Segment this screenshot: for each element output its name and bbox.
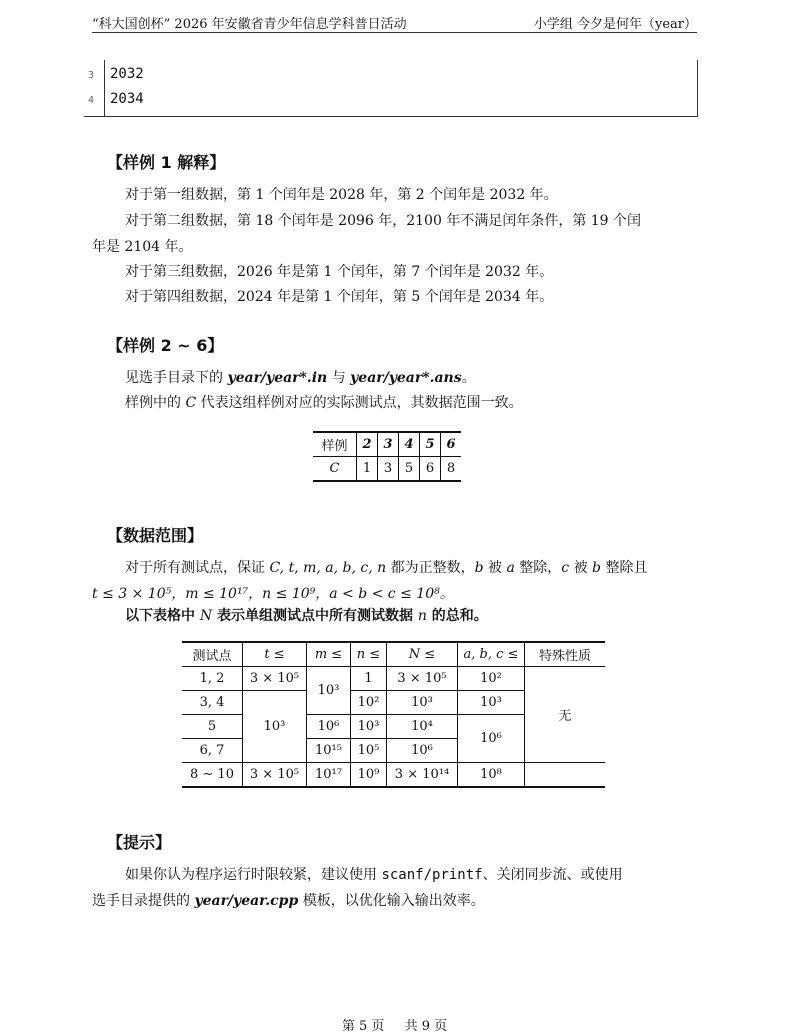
page-number: 第 5 页 xyxy=(341,1019,385,1034)
text: 选手目录提供的 xyxy=(92,893,195,909)
table-header-cell: m ≤ xyxy=(307,642,351,667)
table-row xyxy=(313,432,461,457)
paragraph: 对于第二组数据，第 18 个闰年是 2096 年，2100 年不满足闰年条件，第 19 个闰 xyxy=(125,213,642,229)
table-cell: 6 xyxy=(441,432,462,457)
table-cell: 5 xyxy=(182,715,243,739)
paragraph-constraints: t ≤ 3 × 10⁵，m ≤ 10¹⁷，n ≤ 10⁹，a < b < c ≤ 10⁸。 xyxy=(92,586,454,602)
section-title-sample26: 【样例 2 ∼ 6】 xyxy=(107,336,224,355)
table-cell: 10⁹ xyxy=(351,763,387,788)
table-header-cell: 样例 xyxy=(313,432,357,457)
code-gutter-line xyxy=(104,60,105,116)
math-var: b xyxy=(474,560,484,576)
table-cell xyxy=(525,763,606,788)
table-cell: 10¹⁷ xyxy=(307,763,351,788)
text: 如果你认为程序运行时限较紧，建议使用 xyxy=(125,867,382,883)
table-cell: 10⁶ xyxy=(387,739,458,763)
table-cell: 5 xyxy=(399,457,420,482)
code-line: 2034 xyxy=(110,91,144,107)
table-cell: 10⁶ xyxy=(307,715,351,739)
page-footer xyxy=(0,1015,789,1034)
paragraph: 对于第一组数据，第 1 个闰年是 2028 年，第 2 个闰年是 2032 年。 xyxy=(125,187,558,203)
table-cell: 3 xyxy=(378,457,399,482)
sample-mapping-table xyxy=(313,431,461,482)
text: 被 xyxy=(569,560,593,576)
table-header-cell: 特殊性质 xyxy=(525,642,606,667)
table-cell: 5 xyxy=(420,432,441,457)
filename: year/year.cpp xyxy=(194,893,299,909)
code-line: 2032 xyxy=(110,66,144,82)
section-title-range: 【数据范围】 xyxy=(107,526,204,545)
code-block xyxy=(84,60,698,117)
section-title-hint: 【提示】 xyxy=(107,833,172,852)
table-header-cell: N ≤ xyxy=(387,642,458,667)
text: 都为正整数， xyxy=(386,560,475,576)
filename: year/year*.ans xyxy=(350,370,462,386)
table-cell: 无 xyxy=(525,667,606,763)
inline-code: scanf/printf xyxy=(381,867,483,883)
table-header-cell: C xyxy=(329,461,340,476)
filename: year/year*.in xyxy=(227,370,328,386)
paragraph: 对于第三组数据，2026 年是第 1 个闰年，第 7 个闰年是 2032 年。 xyxy=(125,264,554,280)
table-cell: 10⁴ xyxy=(387,715,458,739)
table-cell: 10² xyxy=(458,667,525,691)
paragraph: 年是 2104 年。 xyxy=(92,239,193,255)
text: 表示单组测试点中所有测试数据 xyxy=(212,608,418,624)
table-cell: 10³ xyxy=(387,691,458,715)
paragraph xyxy=(125,605,488,625)
text: 被 xyxy=(483,560,507,576)
page-header xyxy=(92,10,697,33)
table-cell: 10³ xyxy=(243,691,307,763)
text: 代表这组样例对应的实际测试点，其数据范围一致。 xyxy=(196,395,523,411)
table-cell: 3 xyxy=(378,432,399,457)
paragraph: 对于第四组数据，2024 年是第 1 个闰年，第 5 个闰年是 2034 年。 xyxy=(125,289,554,305)
table-cell: 4 xyxy=(399,432,420,457)
header-contest-title: “科大国创杯” 2026 年安徽省青少年信息学科普日活动 xyxy=(92,17,407,32)
table-cell: 10⁸ xyxy=(458,763,525,788)
text: 对于所有测试点，保证 xyxy=(125,560,270,576)
math-var: a xyxy=(506,560,515,576)
section-title-sample1: 【样例 1 解释】 xyxy=(107,153,226,172)
text: 样例中的 xyxy=(125,395,186,411)
table-cell: 10⁵ xyxy=(351,739,387,763)
table-cell: 6 xyxy=(420,457,441,482)
text: 与 xyxy=(327,370,351,386)
table-cell: 10³ xyxy=(307,667,351,715)
table-cell: 10² xyxy=(351,691,387,715)
math-var: n xyxy=(417,608,427,624)
math-var: N xyxy=(199,608,213,624)
text: 整除且 xyxy=(601,560,648,576)
text: 整除， xyxy=(514,560,562,576)
table-cell: 6, 7 xyxy=(182,739,243,763)
table-cell: 1 xyxy=(357,457,378,482)
line-number: 4 xyxy=(88,95,95,106)
data-range-table xyxy=(182,641,605,788)
table-row xyxy=(182,763,605,788)
table-cell: 8 xyxy=(441,457,462,482)
table-row xyxy=(182,642,605,667)
table-cell: 3 × 10⁵ xyxy=(243,667,307,691)
table-row xyxy=(182,667,605,691)
table-header-cell: t ≤ xyxy=(243,642,307,667)
table-cell: 3 × 10¹⁴ xyxy=(387,763,458,788)
text: 的总和。 xyxy=(426,608,488,624)
text: 模板，以优化输入输出效率。 xyxy=(298,893,485,909)
math-var: c xyxy=(561,560,570,576)
header-problem-title: 小学组 今夕是何年（year） xyxy=(533,17,697,32)
table-header-cell: n ≤ xyxy=(351,642,387,667)
text: 、关闭同步流、或使用 xyxy=(482,867,623,883)
table-cell: 10³ xyxy=(458,691,525,715)
math-var: b xyxy=(592,560,601,576)
table-cell: 3 × 10⁵ xyxy=(243,763,307,788)
math-var: C, t, m, a, b, c, n xyxy=(269,560,387,576)
table-cell: 2 xyxy=(357,432,378,457)
paragraph xyxy=(125,557,647,577)
table-cell: 10⁶ xyxy=(458,715,525,763)
table-header-cell: a, b, c ≤ xyxy=(458,642,525,667)
total-pages: 共 9 页 xyxy=(404,1019,448,1034)
paragraph xyxy=(92,890,485,910)
text: 以下表格中 xyxy=(125,608,200,624)
table-cell: 10¹⁵ xyxy=(307,739,351,763)
table-cell: 3 × 10⁵ xyxy=(387,667,458,691)
table-row xyxy=(313,457,461,482)
table-cell: 1 xyxy=(351,667,387,691)
line-number: 3 xyxy=(88,70,95,81)
table-cell: 10³ xyxy=(351,715,387,739)
paragraph xyxy=(125,367,476,387)
text: 见选手目录下的 xyxy=(125,370,228,386)
table-header-cell: 测试点 xyxy=(182,642,243,667)
text: 。 xyxy=(461,370,476,386)
table-cell: 8 ∼ 10 xyxy=(182,763,243,788)
paragraph xyxy=(125,864,623,884)
table-cell: 3, 4 xyxy=(182,691,243,715)
table-cell: 1, 2 xyxy=(182,667,243,691)
paragraph xyxy=(125,392,523,412)
math-var: C xyxy=(185,395,197,411)
